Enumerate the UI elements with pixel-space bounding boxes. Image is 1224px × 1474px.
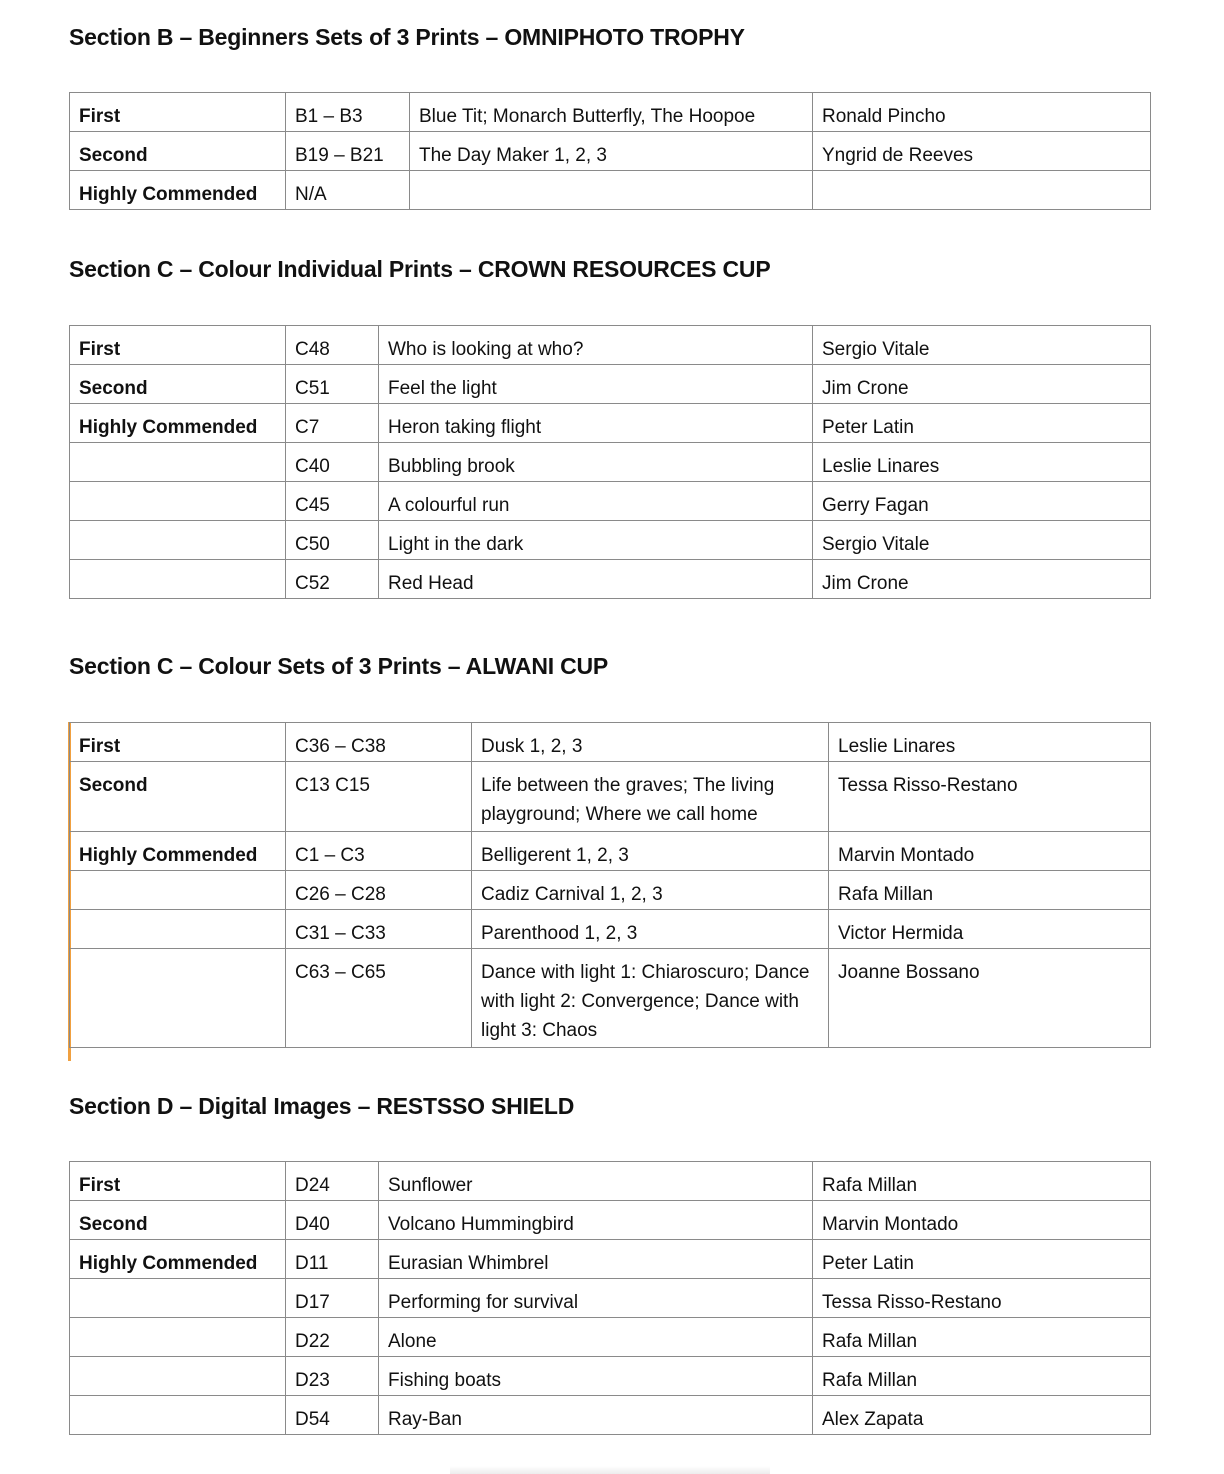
entry-title-cell: Cadiz Carnival 1, 2, 3 [472,871,829,910]
entry-title-cell: Ray-Ban [379,1396,813,1435]
table-row [70,1279,1151,1318]
page-bottom-shadow [450,1466,770,1474]
author-cell: Sergio Vitale [813,521,1151,560]
award-cell: Second [70,365,286,404]
reference-cell: D22 [286,1318,379,1357]
author-cell: Ronald Pincho [813,93,1151,132]
author-cell: Joanne Bossano [829,949,1151,1048]
section-c-sets-table [69,722,1151,1048]
table-row [70,365,1151,404]
author-cell: Rafa Millan [813,1318,1151,1357]
award-cell [70,482,286,521]
table-row [70,326,1151,365]
table-row [70,482,1151,521]
table-row [70,949,1151,1048]
reference-cell: C40 [286,443,379,482]
author-cell: Peter Latin [813,1240,1151,1279]
award-cell: Highly Commended [70,1240,286,1279]
award-cell: Second [70,762,286,832]
award-cell: Highly Commended [70,404,286,443]
table-row [70,832,1151,871]
entry-title-cell: Sunflower [379,1162,813,1201]
reference-cell: D24 [286,1162,379,1201]
reference-cell: N/A [286,171,410,210]
award-cell [70,560,286,599]
author-cell: Leslie Linares [829,723,1151,762]
award-cell [70,521,286,560]
reference-cell: C26 – C28 [286,871,472,910]
reference-cell: B1 – B3 [286,93,410,132]
reference-cell: C7 [286,404,379,443]
reference-cell: B19 – B21 [286,132,410,171]
author-cell: Yngrid de Reeves [813,132,1151,171]
author-cell: Tessa Risso-Restano [813,1279,1151,1318]
entry-title-cell: Volcano Hummingbird [379,1201,813,1240]
table-row [70,93,1151,132]
entry-title-cell: Bubbling brook [379,443,813,482]
entry-title-cell: Performing for survival [379,1279,813,1318]
award-cell [70,1318,286,1357]
reference-cell: C52 [286,560,379,599]
reference-cell: C50 [286,521,379,560]
author-cell: Jim Crone [813,365,1151,404]
table-row [70,521,1151,560]
reference-cell: C45 [286,482,379,521]
reference-cell: C36 – C38 [286,723,472,762]
award-cell: Highly Commended [70,171,286,210]
award-cell: Highly Commended [70,832,286,871]
table-row [70,762,1151,832]
reference-cell: D40 [286,1201,379,1240]
reference-cell: C31 – C33 [286,910,472,949]
entry-title-cell [410,171,813,210]
author-cell: Rafa Millan [813,1162,1151,1201]
award-cell: First [70,93,286,132]
section-c-sets-title: Section C – Colour Sets of 3 Prints – ALWANI CUP [69,653,609,679]
entry-title-cell: Blue Tit; Monarch Butterfly, The Hoopoe [410,93,813,132]
entry-title-cell: Dusk 1, 2, 3 [472,723,829,762]
reference-cell: C51 [286,365,379,404]
entry-title-cell: Eurasian Whimbrel [379,1240,813,1279]
award-cell [70,1357,286,1396]
entry-title-cell: Feel the light [379,365,813,404]
reference-cell: D54 [286,1396,379,1435]
reference-cell: D17 [286,1279,379,1318]
table-row [70,1396,1151,1435]
author-cell: Marvin Montado [829,832,1151,871]
award-cell: First [70,723,286,762]
entry-title-cell: Heron taking flight [379,404,813,443]
entry-title-cell: Belligerent 1, 2, 3 [472,832,829,871]
author-cell: Jim Crone [813,560,1151,599]
table-row [70,132,1151,171]
table-row [70,1240,1151,1279]
section-c-individual-table [69,325,1151,599]
author-cell: Tessa Risso-Restano [829,762,1151,832]
table-row [70,171,1151,210]
table-row [70,1318,1151,1357]
section-d-table [69,1161,1151,1435]
entry-title-cell: Alone [379,1318,813,1357]
award-cell [70,443,286,482]
award-cell [70,949,286,1048]
award-cell [70,1279,286,1318]
reference-cell: C63 – C65 [286,949,472,1048]
award-cell [70,1396,286,1435]
table-row [70,1201,1151,1240]
author-cell: Marvin Montado [813,1201,1151,1240]
table-row [70,1357,1151,1396]
section-b-table [69,92,1151,210]
table-row [70,1162,1151,1201]
table-row [70,723,1151,762]
author-cell: Peter Latin [813,404,1151,443]
award-cell: First [70,326,286,365]
entry-title-cell: Who is looking at who? [379,326,813,365]
entry-title-cell: Life between the graves; The living playground; Where we call home [472,762,829,832]
entry-title-cell: Dance with light 1: Chiaroscuro; Dance with light 2: Convergence; Dance with light 3: Chaos [472,949,829,1048]
author-cell: Leslie Linares [813,443,1151,482]
author-cell [813,171,1151,210]
entry-title-cell: Red Head [379,560,813,599]
award-cell [70,871,286,910]
award-cell: Second [70,132,286,171]
reference-cell: D11 [286,1240,379,1279]
entry-title-cell: Parenthood 1, 2, 3 [472,910,829,949]
author-cell: Gerry Fagan [813,482,1151,521]
award-cell: First [70,1162,286,1201]
table-row [70,443,1151,482]
reference-cell: D23 [286,1357,379,1396]
entry-title-cell: Light in the dark [379,521,813,560]
entry-title-cell: A colourful run [379,482,813,521]
author-cell: Rafa Millan [829,871,1151,910]
author-cell: Sergio Vitale [813,326,1151,365]
award-cell: Second [70,1201,286,1240]
section-d-title: Section D – Digital Images – RESTSSO SHIELD [69,1093,575,1119]
section-c-individual-title: Section C – Colour Individual Prints – CROWN RESOURCES CUP [69,256,771,282]
reference-cell: C13 C15 [286,762,472,832]
table-row [70,560,1151,599]
table-row [70,871,1151,910]
reference-cell: C1 – C3 [286,832,472,871]
author-cell: Alex Zapata [813,1396,1151,1435]
entry-title-cell: Fishing boats [379,1357,813,1396]
section-b-title: Section B – Beginners Sets of 3 Prints – OMNIPHOTO TROPHY [69,24,745,50]
table-row [70,404,1151,443]
entry-title-cell: The Day Maker 1, 2, 3 [410,132,813,171]
table-row [70,910,1151,949]
author-cell: Victor Hermida [829,910,1151,949]
award-cell [70,910,286,949]
author-cell: Rafa Millan [813,1357,1151,1396]
reference-cell: C48 [286,326,379,365]
